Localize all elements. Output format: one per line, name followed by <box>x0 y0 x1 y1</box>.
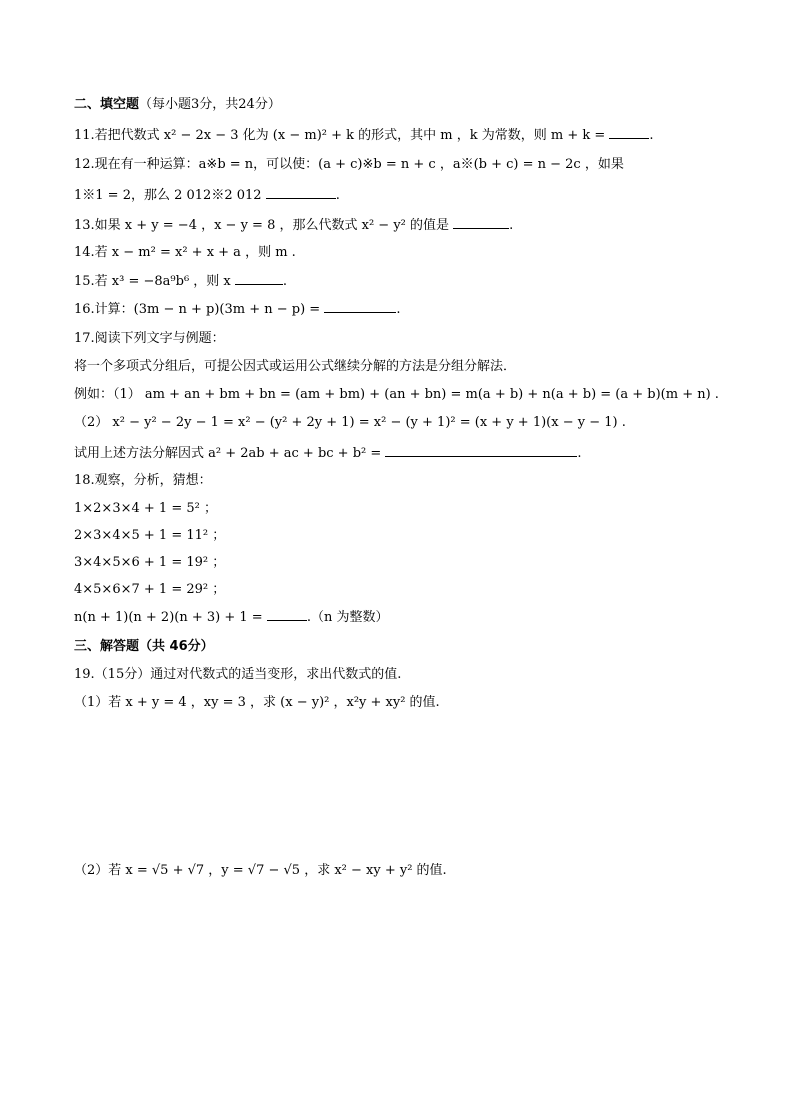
question-17-end: . <box>577 446 582 461</box>
question-12-line-1 <box>74 156 624 174</box>
question-17-text-4: （2） x² − y² − 2y − 1 = x² − (y² + 2y + 1) = x² − (y + 1)² = (x + y + 1)(x − y − 1) . <box>74 415 626 430</box>
question-16-end: . <box>396 302 401 317</box>
answer-blank <box>453 216 509 229</box>
question-12-text-2: 1※1 = 2，那么 2 012※2 012 <box>74 188 262 203</box>
equation: 4×5×6×7 + 1 = 29² ； <box>74 582 226 597</box>
answer-blank <box>266 186 336 199</box>
question-19-part-2 <box>74 862 447 880</box>
question-18-line-1 <box>74 472 212 490</box>
equation: 1×2×3×4 + 1 = 5² ； <box>74 501 217 516</box>
section-2-heading <box>74 96 281 114</box>
question-15-text: 15.若 x³ = −8a⁹b⁶ ，则 x <box>74 274 231 289</box>
question-17-line-3 <box>74 386 719 404</box>
question-19-part-1-text: （1）若 x + y = 4 ，xy = 3 ，求 (x − y)² ，x²y + xy² 的值. <box>74 695 440 710</box>
equation: 2×3×4×5 + 1 = 11² ； <box>74 528 226 543</box>
question-11 <box>74 126 654 145</box>
answer-blank <box>235 272 283 285</box>
question-17-line-4 <box>74 414 626 432</box>
question-13 <box>74 216 513 235</box>
question-19-line-1 <box>74 666 401 684</box>
question-15 <box>74 272 287 291</box>
question-11-end: . <box>649 128 654 143</box>
question-14-text: 14.若 x − m² = x² + x + a ，则 m . <box>74 245 296 260</box>
question-19-text: 19.（15分）通过对代数式的适当变形，求出代数式的值. <box>74 667 402 682</box>
question-12-text-1: 12.现在有一种运算：a※b = n，可以使：(a + c)※b = n + c ，a※(b + c) = n − 2c ，如果 <box>74 157 624 172</box>
question-18-eq-1 <box>74 500 217 518</box>
question-17-line-2 <box>74 358 516 376</box>
section-2-title: 二、填空题 <box>74 97 140 112</box>
question-17-text-1: 17.阅读下列文字与例题： <box>74 331 225 346</box>
question-16-text: 16.计算：(3m − n + p)(3m + n − p) = <box>74 302 321 317</box>
question-15-end: . <box>282 274 288 289</box>
question-11-text: 11.若把代数式 x² − 2x − 3 化为 (x − m)² + k 的形式，其中 m ，k 为常数，则 m + k = <box>74 128 606 143</box>
question-14 <box>74 244 296 262</box>
question-13-text: 13.如果 x + y = −4 ，x − y = 8 ，那么代数式 x² − y² 的值是 <box>74 218 450 233</box>
section-2-note: （每小题3分，共24分） <box>139 97 281 112</box>
answer-blank <box>385 444 577 457</box>
section-3-heading <box>74 638 214 656</box>
answer-blank <box>267 608 307 621</box>
section-3-title: 三、解答题（共 46分） <box>74 639 214 654</box>
question-16 <box>74 300 400 319</box>
question-18-eq-4 <box>74 581 225 599</box>
equation: n(n + 1)(n + 2)(n + 3) + 1 = <box>74 610 263 625</box>
question-19-part-1 <box>74 694 440 712</box>
question-12-end: . <box>335 188 340 203</box>
question-17-text-5: 试用上述方法分解因式 a² + 2ab + ac + bc + b² = <box>74 446 382 461</box>
question-17-text-2: 将一个多项式分组后，可提公因式或运用公式继续分解的方法是分组分解法． <box>74 359 517 374</box>
question-17-text-3: 例如：（1） am + an + bm + bn = (am + bm) + (an + bn) = m(a + b) + n(a + b) = (a + b)(m + n) . <box>74 387 719 402</box>
question-17-line-5 <box>74 444 582 463</box>
question-17-line-1 <box>74 330 225 348</box>
equation: 3×4×5×6 + 1 = 19² ； <box>74 555 226 570</box>
question-18-text-1: 18.观察，分析，猜想： <box>74 473 212 488</box>
question-12-line-2 <box>74 186 340 205</box>
answer-blank <box>324 300 396 313</box>
question-18-eq-2 <box>74 527 225 545</box>
question-18-eq-5 <box>74 608 388 627</box>
answer-blank <box>609 126 649 139</box>
question-13-end: . <box>509 218 514 233</box>
question-18-end: .（n 为整数） <box>306 610 389 625</box>
question-19-part-2-text: （2）若 x = √5 + √7 ，y = √7 − √5 ，求 x² − xy + y² 的值. <box>74 863 447 878</box>
question-18-eq-3 <box>74 554 225 572</box>
